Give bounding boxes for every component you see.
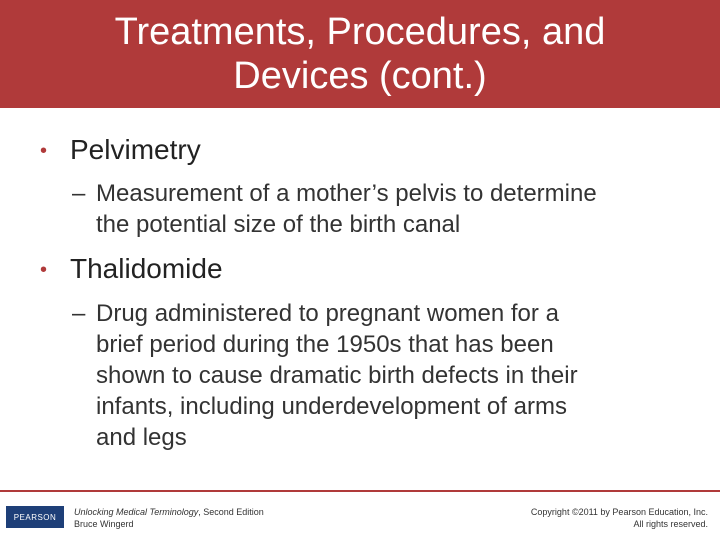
sub-line: infants, including underdevelopment of arms <box>96 393 567 420</box>
title-bar <box>0 0 720 108</box>
title-line-2: Devices (cont.) <box>233 55 487 97</box>
dash-icon: – <box>72 300 86 327</box>
dash-icon: – <box>72 180 86 207</box>
bullet-label: Pelvimetry <box>70 134 201 165</box>
sub-line: the potential size of the birth canal <box>96 211 461 238</box>
pearson-logo: PEARSON <box>6 506 64 528</box>
copyright-text: Copyright ©2011 by Pearson Education, Inc. <box>530 507 708 517</box>
sub-item-text <box>96 178 597 240</box>
sub-line: shown to cause dramatic birth defects in their <box>96 362 578 389</box>
footer-book-info <box>74 506 264 530</box>
title-line-1: Treatments, Procedures, and <box>114 11 606 53</box>
rights-text: All rights reserved. <box>633 519 708 529</box>
sub-item-text <box>96 298 578 453</box>
sub-item-pelvimetry <box>72 178 597 240</box>
book-edition: , Second Edition <box>198 507 264 517</box>
bullet-label: Thalidomide <box>70 253 223 284</box>
bullet-thalidomide <box>40 252 223 287</box>
slide-title <box>115 10 606 98</box>
sub-line: Drug administered to pregnant women for a <box>96 300 559 327</box>
sub-line: Measurement of a mother’s pelvis to determine <box>96 180 597 207</box>
sub-line: brief period during the 1950s that has been <box>96 331 554 358</box>
book-title: Unlocking Medical Terminology <box>74 507 199 517</box>
footer-copyright <box>531 506 708 530</box>
sub-line: and legs <box>96 424 187 451</box>
bullet-dot-icon: • <box>40 259 48 281</box>
book-author: Bruce Wingerd <box>74 519 134 529</box>
sub-item-thalidomide <box>72 298 578 453</box>
bullet-dot-icon: • <box>40 140 48 162</box>
bullet-pelvimetry <box>40 133 201 168</box>
footer <box>0 490 720 542</box>
